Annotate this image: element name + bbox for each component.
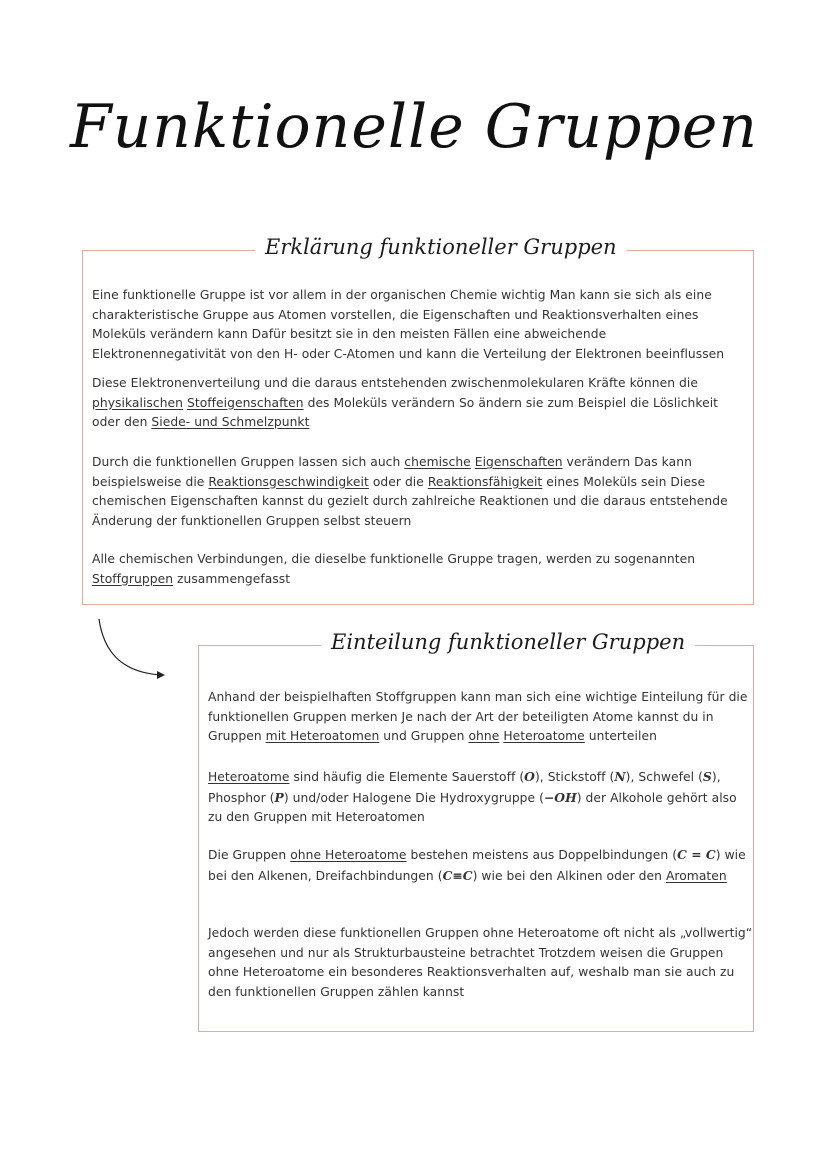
formula: S [702,769,712,784]
underlined-term: Stoffgruppen [92,571,174,586]
paragraph: Anhand der beispielhaften Stoffgruppen kann man sich eine wichtige Einteilung für die funktionellen Gruppen merken Je nach der Art der beteiligten Atome kannst du in Gruppen mit Heteroatomen und Gruppen ohne Heteroatome unterteilen [208,690,748,743]
formula: N [614,769,626,784]
section-explanation [82,235,754,605]
formula: C≡C [442,867,473,883]
underlined-term: Heteroatome [208,770,290,784]
paragraph: Durch die funktionellen Gruppen lassen sich auch chemische Eigenschaften verändern Das kann beispielsweise die Reaktionsgeschwindigkeit oder die Reaktionsfähigkeit eines Moleküls sein Diese chemischen Eigenschaften kannst du gezielt durch zahlreiche Reaktionen und die daraus entstehende Änderung der funktionellen Gruppen selbst steuern [92,455,728,528]
underlined-term: Reaktionsgeschwindigkeit [208,474,369,489]
underlined-term: ohne Heteroatome [290,848,407,862]
underlined-term: ohne [468,729,500,743]
paragraph: Jedoch werden diese funktionellen Gruppen ohne Heteroatome oft nicht als „vollwertig“ angesehen und nur als Strukturbausteine betrachtet Trotzdem weisen die Gruppen ohne Heteroatome ein besonderes Reaktionsverhalten auf, weshalb man sie auch zu den funktionellen Gruppen zählen kannst [208,926,753,999]
underlined-term: Aromaten [665,868,727,883]
paragraph: Die Gruppen ohne Heteroatome bestehen meistens aus Doppelbindungen (C = C) wie bei den Alkenen, Dreifachbindungen (C≡C) wie bei den Alkinen oder den Aromaten [208,847,746,883]
underlined-term: Heteroatome [503,729,585,743]
section-heading: Einteilung funktioneller Gruppen [321,630,695,654]
underlined-term: chemische [404,455,471,469]
paragraph: Eine funktionelle Gruppe ist vor allem in der organischen Chemie wichtig Man kann sie sich als eine charakteristische Gruppe aus Atomen vorstellen, die Eigenschaften und Reaktionsverhalten eines Moleküls verändern kann Dafür besitzt sie in den meisten Fällen eine abweichende Elektronennegativität von den H- oder C-Atomen und kann die Verteilung der Elektronen beeinflussen [92,288,725,361]
paragraph: Diese Elektronenverteilung und die daraus entstehenden zwischenmolekularen Kräfte können die physikalischen Stoffeigenschaften des Moleküls verändern So ändern sie zum Beispiel die Löslichkeit oder den Siede- und Schmelzpunkt [92,376,719,429]
paragraph: Heteroatome sind häufig die Elemente Sauerstoff (O), Stickstoff (N), Schwefel (S), Phosphor (P) und/oder Halogene Die Hydroxygruppe (−OH) der Alkohole gehört also zu den Gruppen mit Heteroatomen [208,769,737,824]
underlined-term: Eigenschaften [474,455,563,469]
underlined-term: Stoffeigenschaften [186,395,304,410]
curved-arrow-icon [95,617,175,685]
underlined-term: Reaktionsfähigkeit [427,474,543,489]
paragraph: Alle chemischen Verbindungen, die dieselbe funktionelle Gruppe tragen, werden zu sogenannten Stoffgruppen zusammengefasst [92,552,696,586]
formula: C = C [677,847,716,862]
page-title: Funktionelle Gruppen [69,92,759,162]
formula: P [274,789,284,805]
underlined-term: mit Heteroatomen [265,729,380,743]
formula: −OH [543,789,577,805]
underlined-term: Siede- und Schmelzpunkt [151,415,310,429]
section-heading: Erklärung funktioneller Gruppen [255,235,627,259]
underlined-term: physikalischen [92,395,183,410]
section-classification [198,630,754,1032]
formula: O [524,769,535,784]
